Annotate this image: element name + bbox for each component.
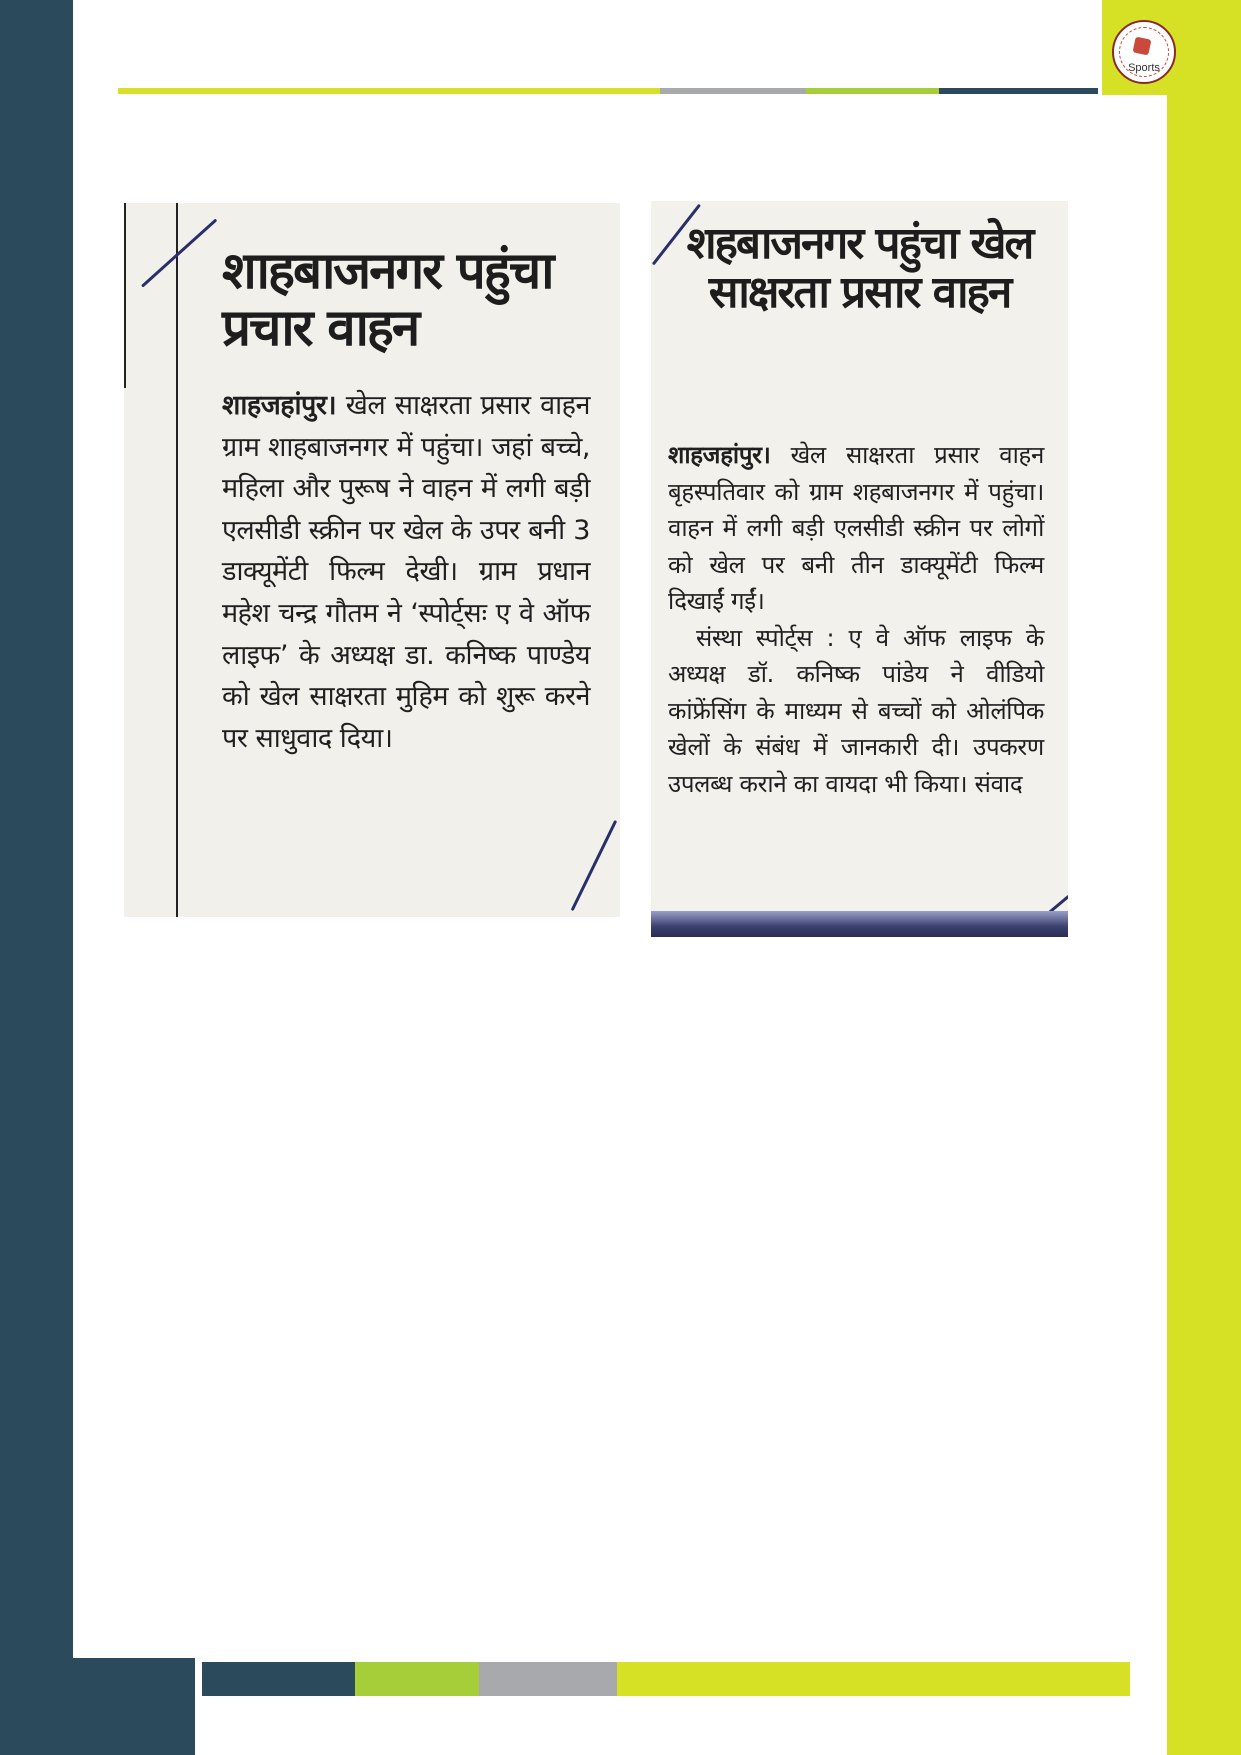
pen-mark	[141, 218, 217, 287]
bottom-stripe-green	[355, 1662, 479, 1696]
article-text: खेल साक्षरता प्रसार वाहन बृहस्पतिवार को ग्राम शहबाजनगर में पहुंचा। वाहन में लगी बड़ी एलसीडी स्क्रीन पर लोगों को खेल पर बनी तीन डाक्यूमेंटी फिल्म दिखाईं गईं।	[668, 441, 1044, 615]
clipping-headline: शाहबाजनगर पहुंचा प्रचार वाहन	[222, 242, 553, 359]
right-lime-band	[1167, 0, 1241, 1755]
clipping-body	[222, 385, 590, 759]
article-text: संस्था स्पोर्ट्स : ए वे ऑफ लाइफ के अध्यक्ष डॉ. कनिष्क पांडेय ने वीडियो कांफ्रेंसिंग के माध्यम से बच्चों को ओलंपिक खेलों के संबंध में जानकारी दी। उपकरण उपलब्ध कराने का वायदा भी किया। संवाद	[668, 623, 1044, 798]
top-stripe-gray	[660, 88, 806, 94]
top-stripe-lime	[118, 88, 660, 94]
logo-emblem	[1133, 37, 1152, 56]
left-navy-band	[0, 0, 73, 1755]
article-text: खेल साक्षरता प्रसार वाहन ग्राम शाहबाजनगर में पहुंचा। जहां बच्चे, महिला और पुरूष ने वाहन में लगी बड़ी एलसीडी स्क्रीन पर खेल के उपर बनी 3 डाक्यूमेंटी फिल्म देखी। ग्राम प्रधान महेश चन्द्र गौतम ने ‘स्पोर्ट्सः ए वे ऑफ लाइफ’ के अध्यक्ष डा. कनिष्क पाण्डेय को खेल साक्षरता मुहिम को शुरू करने पर साधुवाद दिया।	[222, 390, 590, 754]
bottom-stripe-lime	[617, 1662, 1130, 1696]
sports-logo-icon	[1112, 20, 1176, 84]
clipping-headline: शहबाजनगर पहुंचा खेल साक्षरता प्रसार वाहन	[686, 218, 1033, 319]
torn-edge	[651, 911, 1068, 937]
newspaper-clipping-left	[124, 203, 620, 917]
pen-mark	[571, 820, 618, 911]
top-stripe-green	[806, 88, 939, 94]
top-stripe-navy	[939, 88, 1098, 94]
bottom-stripe-gray	[479, 1662, 617, 1696]
column-rule	[124, 203, 126, 388]
dateline: शाहजहांपुर।	[222, 390, 337, 421]
newspaper-clipping-right	[651, 201, 1068, 937]
clipping-body	[668, 437, 1044, 802]
bottom-left-navy-block	[0, 1658, 195, 1755]
bottom-stripe-navy	[202, 1662, 355, 1696]
logo-text: Sports	[1128, 62, 1160, 74]
dateline: शाहजहांपुर।	[668, 441, 771, 469]
column-rule	[176, 203, 178, 917]
